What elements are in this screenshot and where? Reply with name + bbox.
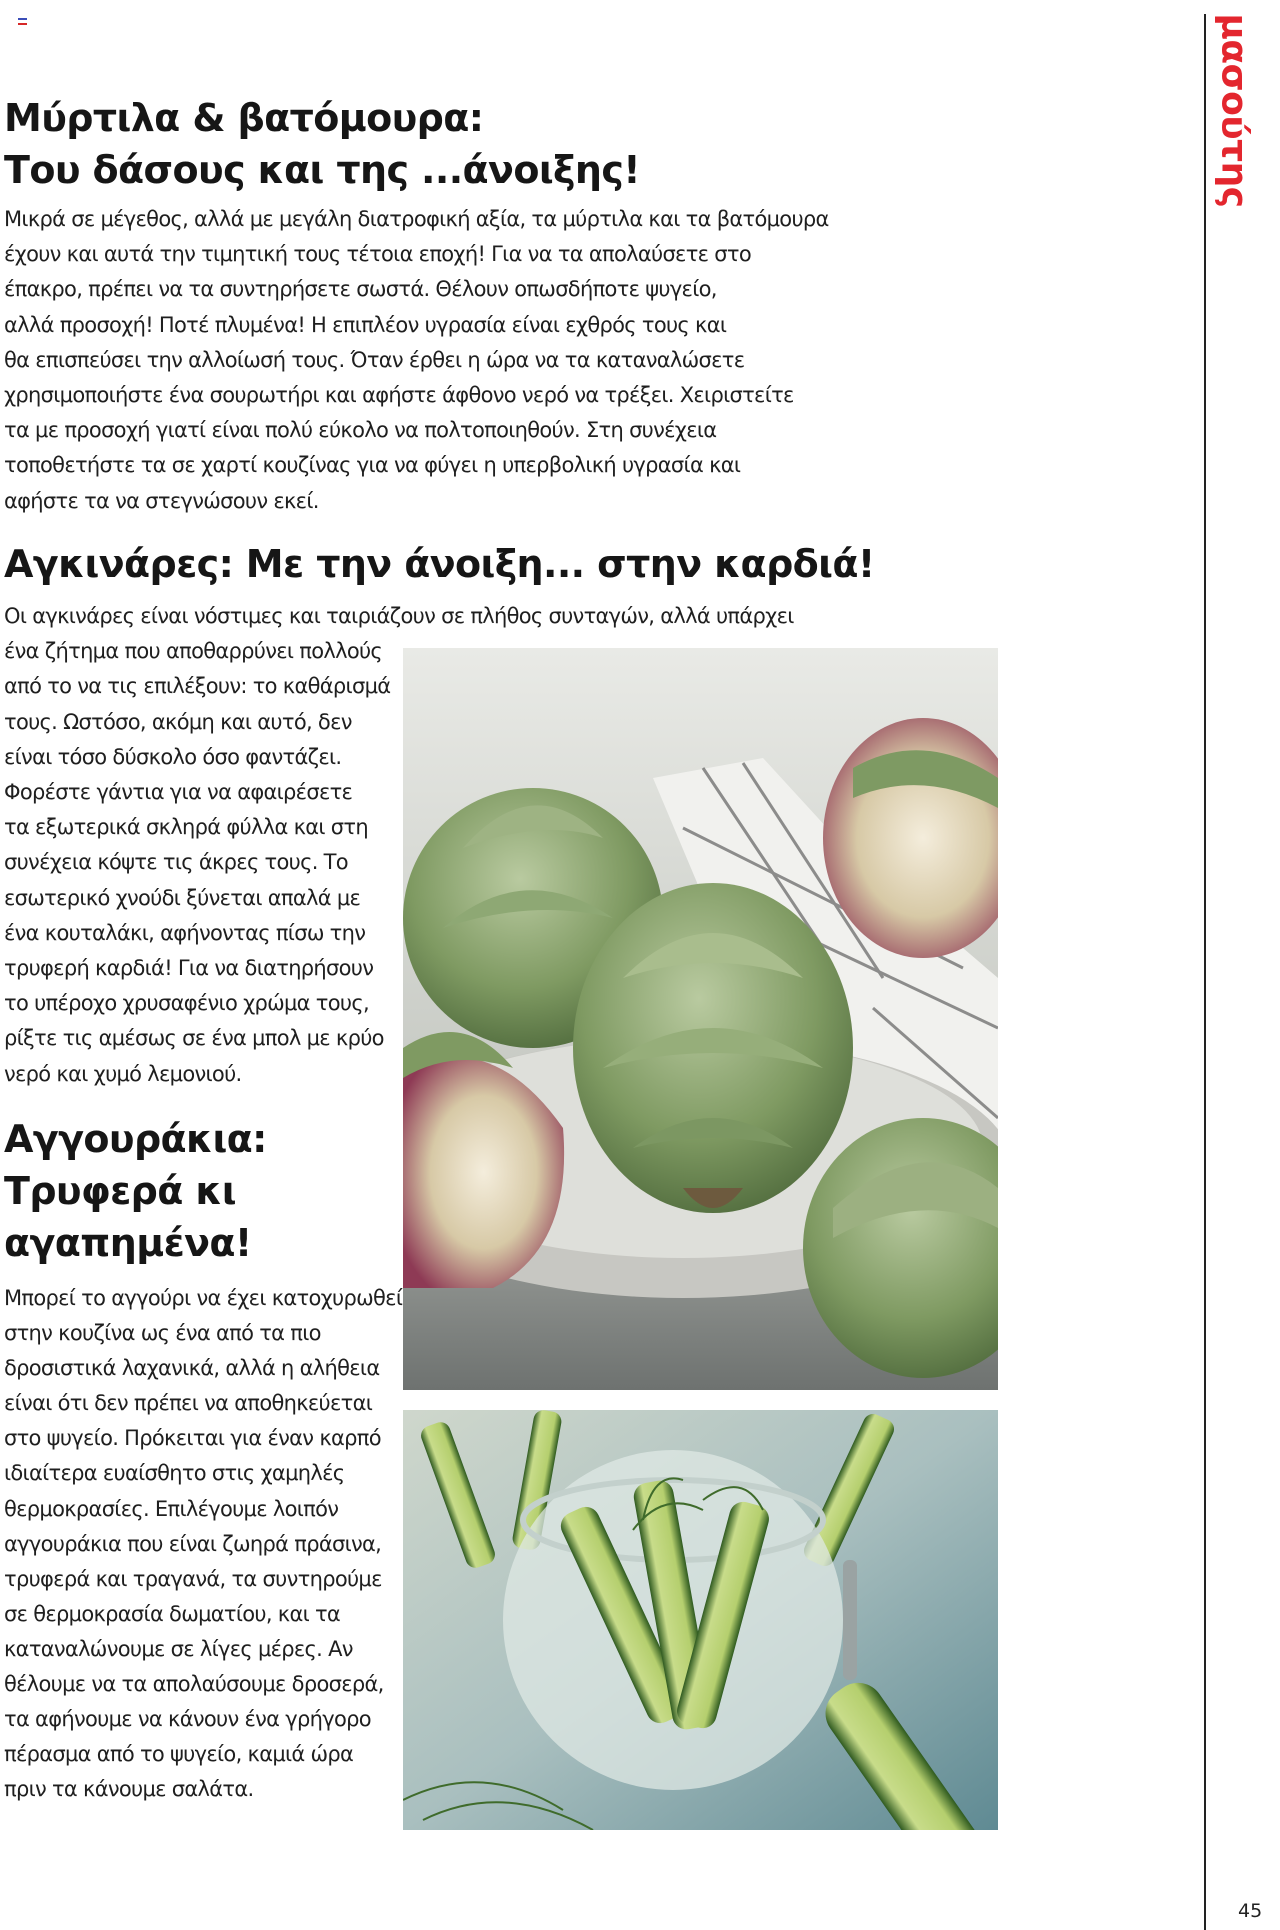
text-line: χρησιμοποιήστε ένα σουρωτήρι και αφήστε άφθονο νερό να τρέξει. Χειριστείτε [4, 383, 794, 408]
vertical-divider [1204, 14, 1206, 1930]
text-line: θερμοκρασίες. Επιλέγουμε λοιπόν [4, 1496, 339, 1521]
text-line: θα επισπεύσει την αλλοίωσή τους. Όταν έρθει η ώρα να τα καταναλώσετε [4, 347, 745, 372]
text-line: αγγουράκια που είναι ζωηρά πράσινα, [4, 1531, 382, 1556]
text-line: θέλουμε να τα απολαύσουμε δροσερά, [4, 1672, 384, 1697]
heading-line: αγαπημένα! [4, 1221, 252, 1265]
heading-line: Αγγουράκια: [4, 1117, 267, 1161]
text-line: ρίξτε τις αμέσως σε ένα μπολ με κρύο [4, 1026, 384, 1051]
brand-logo-text: μασούτης [1213, 12, 1255, 208]
text-line: Μικρά σε μέγεθος, αλλά με μεγάλη διατροφική αξία, τα μύρτιλα και τα βατόμουρα [4, 207, 829, 231]
text-line: καταναλώνουμε σε λίγες μέρες. Αν [4, 1636, 353, 1661]
text-line: έχουν και αυτά την τιμητική τους τέτοια εποχή! Για να τα απολαύσετε στο [4, 242, 751, 267]
artichokes-photo [403, 648, 998, 1390]
paragraph-cucumbers [4, 1281, 402, 1807]
text-line: νερό και χυμό λεμονιού. [4, 1061, 242, 1086]
text-line: Οι αγκινάρες είναι νόστιμες και ταιριάζουν σε πλήθος συνταγών, αλλά υπάρχει [4, 604, 794, 628]
text-line: Μπορεί το αγγούρι να έχει κατοχυρωθεί [4, 1286, 403, 1310]
text-line: τρυφερή καρδιά! Για να διατηρήσουν [4, 956, 374, 981]
paragraph-blueberries [4, 202, 829, 519]
cucumbers-photo [403, 1410, 998, 1830]
brand-logo [1212, 12, 1256, 208]
text-line: στο ψυγείο. Πρόκειται για έναν καρπό [4, 1426, 381, 1451]
text-line: στην κουζίνα ως ένα από τα πιο [4, 1321, 321, 1346]
text-line: πριν τα κάνουμε σαλάτα. [4, 1777, 254, 1802]
text-line: εσωτερικό χνούδι ξύνεται απαλά με [4, 885, 361, 910]
language-flag-icon [18, 18, 27, 25]
heading-line: Μύρτιλα & βατόμουρα: [4, 96, 484, 140]
text-line: από το να τις επιλέξουν: το καθάρισμά [4, 674, 391, 699]
text-line: ιδιαίτερα ευαίσθητο στις χαμηλές [4, 1461, 345, 1486]
page-number: 45 [1238, 1900, 1263, 1922]
text-line: συνέχεια κόψτε τις άκρες τους. Το [4, 850, 348, 875]
heading-line: Του δάσους και της ...άνοιξης! [4, 148, 641, 192]
text-line: πέρασμα από το ψυγείο, καμιά ώρα [4, 1742, 354, 1767]
text-line: είναι ότι δεν πρέπει να αποθηκεύεται [4, 1391, 373, 1416]
heading-blueberries [4, 92, 640, 196]
text-line: τα εξωτερικά σκληρά φύλλα και στη [4, 815, 368, 840]
text-line: τα με προσοχή γιατί είναι πολύ εύκολο να πολτοποιηθούν. Στη συνέχεια [4, 418, 717, 443]
text-line: ένα ζήτημα που αποθαρρύνει πολλούς [4, 639, 383, 664]
text-line: το υπέροχο χρυσαφένιο χρώμα τους, [4, 991, 369, 1016]
text-line: είναι τόσο δύσκολο όσο φαντάζει. [4, 744, 342, 769]
heading-artichokes [4, 538, 875, 590]
heading-line: Αγκινάρες: Με την άνοιξη... στην καρδιά! [4, 542, 875, 586]
text-line: δροσιστικά λαχανικά, αλλά η αλήθεια [4, 1356, 380, 1381]
text-line: ένα κουταλάκι, αφήνοντας πίσω την [4, 920, 366, 945]
text-line: τα αφήνουμε να κάνουν ένα γρήγορο [4, 1707, 371, 1732]
text-line: αλλά προσοχή! Ποτέ πλυμένα! Η επιπλέον υγρασία είναι εχθρός τους και [4, 312, 727, 337]
text-line: Φορέστε γάντια για να αφαιρέσετε [4, 780, 353, 805]
heading-line: Τρυφερά κι [4, 1169, 237, 1213]
text-line: αφήστε τα να στεγνώσουν εκεί. [4, 488, 319, 513]
text-line: τοποθετήστε τα σε χαρτί κουζίνας για να φύγει η υπερβολική υγρασία και [4, 453, 741, 478]
text-line: έπακρο, πρέπει να τα συντηρήσετε σωστά. Θέλουν οπωσδήποτε ψυγείο, [4, 277, 717, 302]
text-line: σε θερμοκρασία δωματίου, και τα [4, 1601, 341, 1626]
heading-cucumbers [4, 1113, 267, 1269]
text-line: τους. Ωστόσο, ακόμη και αυτό, δεν [4, 709, 352, 734]
text-line: τρυφερά και τραγανά, τα συντηρούμε [4, 1566, 382, 1591]
